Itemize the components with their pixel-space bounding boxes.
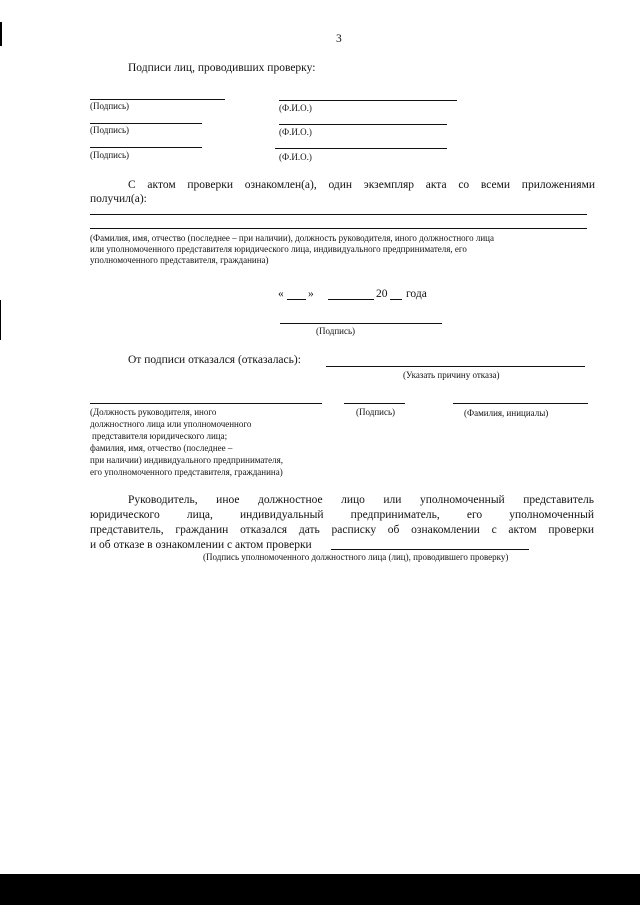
refusal-position-line	[90, 403, 322, 404]
day-blank	[287, 299, 306, 300]
sign-caption: (Подпись)	[90, 125, 130, 135]
refusal-position-caption: фамилия, имя, отчество (последнее –	[90, 443, 233, 453]
fill-line	[90, 228, 587, 229]
refusal-label: От подписи отказался (отказалась):	[128, 354, 301, 366]
refusal-sign-caption: (Подпись)	[356, 407, 396, 417]
final-line-4: и об отказе в ознакомлении с актом проверки	[90, 539, 312, 551]
signature-caption: (Подпись)	[316, 326, 356, 336]
page-number: 3	[336, 33, 342, 45]
refusal-name-line	[453, 403, 588, 404]
name-line	[279, 124, 447, 125]
refusal-reason-caption: (Указать причину отказа)	[403, 370, 500, 380]
date-field	[278, 287, 458, 303]
refusal-position-caption: его уполномоченного представителя, гражданина)	[90, 467, 283, 477]
acquaint-line-1: С актом проверки ознакомлен(а), один экземпляр акта со всеми приложениями	[128, 179, 595, 191]
sign-line	[90, 123, 202, 124]
name-line	[275, 148, 447, 149]
name-caption: (Ф.И.О.)	[279, 103, 312, 113]
scan-bottom-border	[0, 874, 640, 905]
refusal-position-caption: представителя юридического лица;	[92, 431, 228, 441]
sign-caption: (Подпись)	[90, 150, 130, 160]
final-line-3: представитель, гражданин отказался дать расписку об ознакомлении с актом проверки	[90, 524, 594, 536]
month-blank	[328, 299, 374, 300]
sign-line	[90, 99, 225, 100]
refusal-position-caption: при наличии) индивидуального предпринимателя,	[90, 455, 283, 465]
signature-line	[280, 323, 442, 324]
scan-left-edge-mark	[0, 22, 2, 46]
refusal-position-caption: должностного лица или уполномоченного	[90, 419, 252, 429]
name-line	[279, 100, 457, 101]
refusal-reason-line	[326, 366, 585, 367]
name-caption: (Ф.И.О.)	[279, 127, 312, 137]
acquaint-caption-2: или уполномоченного представителя юридического лица, индивидуального предпринимателя, его	[90, 244, 467, 254]
year-suffix: года	[406, 288, 427, 300]
year-prefix: 20	[376, 288, 388, 300]
refusal-position-caption: (Должность руководителя, иного	[90, 407, 217, 417]
acquaint-caption-3: уполномоченного представителя, гражданина)	[90, 255, 269, 265]
year-blank	[390, 299, 402, 300]
signers-heading: Подписи лиц, проводивших проверку:	[128, 62, 316, 74]
fill-line	[90, 214, 587, 215]
final-line-1: Руководитель, иное должностное лицо или уполномоченный представитель	[128, 494, 594, 506]
final-caption: (Подпись уполномоченного должностного лица (лиц), проводившего проверку)	[203, 552, 509, 562]
acquaint-caption-1: (Фамилия, имя, отчество (последнее – при наличии), должность руководителя, иного должностного лица	[90, 233, 494, 243]
final-signature-line	[331, 549, 529, 550]
sign-line	[90, 147, 202, 148]
name-caption: (Ф.И.О.)	[279, 152, 312, 162]
acquaint-line-2: получил(а):	[90, 193, 147, 205]
refusal-name-caption: (Фамилия, инициалы)	[464, 408, 549, 418]
final-line-2: юридического лица, индивидуальный предприниматель, его уполномоченный	[90, 509, 594, 521]
date-open-quote: «	[278, 288, 284, 300]
sign-caption: (Подпись)	[90, 101, 130, 111]
scan-left-edge-mark	[0, 300, 1, 340]
date-close-quote: »	[308, 288, 314, 300]
refusal-sign-line	[344, 403, 405, 404]
